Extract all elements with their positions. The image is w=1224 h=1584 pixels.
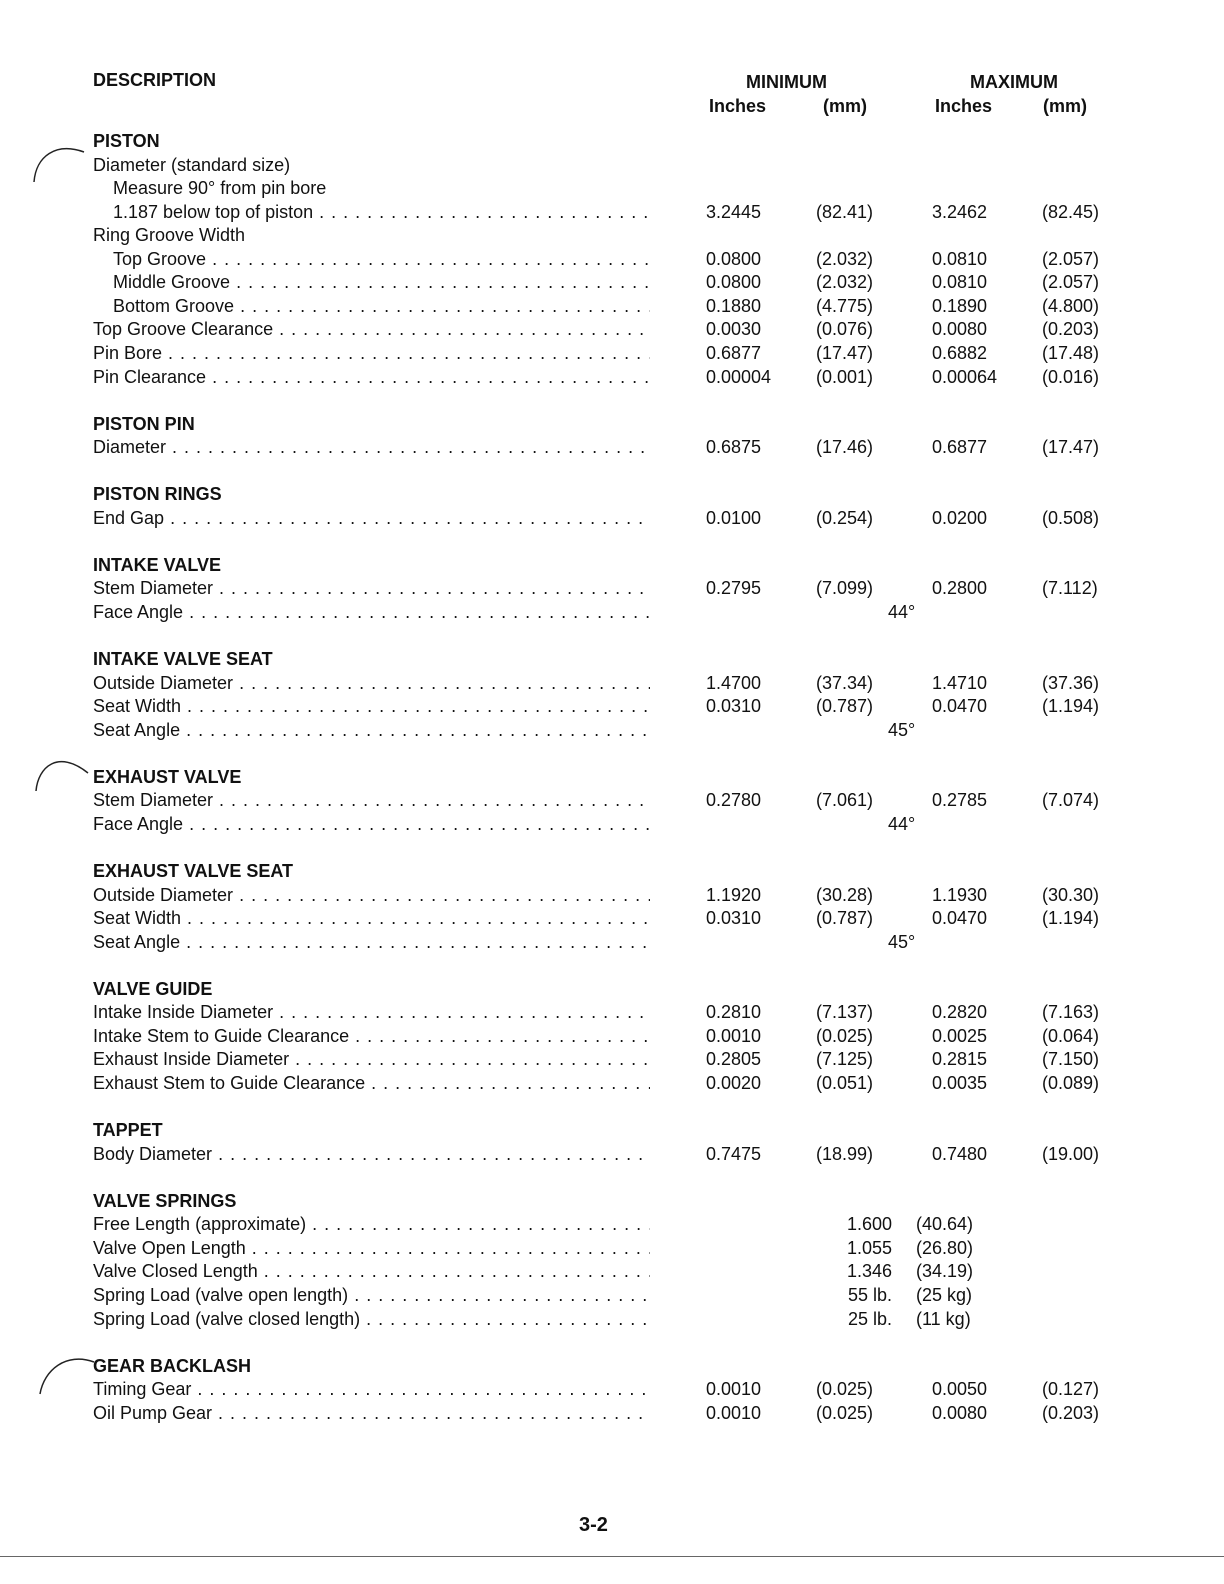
max-inches-value: 0.0470: [932, 908, 988, 929]
min-mm-value: (2.032): [816, 272, 874, 293]
max-mm-value: (2.057): [1042, 272, 1100, 293]
spec-label: Face Angle . . .: [93, 813, 650, 835]
max-inches-value: 0.0470: [932, 696, 988, 717]
section-heading: TAPPET: [93, 1120, 163, 1141]
spec-label: Seat Angle . . .: [93, 931, 650, 953]
min-inches-value: 0.0030: [706, 319, 762, 340]
max-inches-value: 0.00064: [932, 366, 998, 387]
page-bottom-rule: [0, 1556, 1224, 1557]
spec-label: Intake Stem to Guide Clearance . . .: [93, 1025, 650, 1047]
min-inches-value: 1.4700: [706, 672, 762, 693]
section-heading: VALVE SPRINGS: [93, 1190, 237, 1211]
min-inches-value: 0.7475: [706, 1143, 762, 1164]
max-inches-value: 0.7480: [932, 1143, 988, 1164]
punch-hole-mark: [26, 745, 96, 795]
max-inches-value: 0.0810: [932, 248, 988, 269]
spring-mm-value: (25 kg): [916, 1284, 973, 1305]
spring-mm-value: (34.19): [916, 1261, 974, 1282]
spring-mm-value: (40.64): [916, 1214, 974, 1235]
min-mm-value: (0.025): [816, 1402, 874, 1423]
spec-label: Spring Load (valve open length) . . .: [93, 1284, 650, 1306]
spec-label: Pin Bore . . .: [93, 342, 650, 364]
max-mm-value: (82.45): [1042, 201, 1100, 222]
min-mm-value: (0.025): [816, 1025, 874, 1046]
min-mm-value: (0.787): [816, 696, 874, 717]
maximum-header: MAXIMUM: [970, 72, 1058, 92]
section-heading: VALVE GUIDE: [93, 978, 213, 999]
min-inches-value: 3.2445: [706, 201, 762, 222]
section-heading: INTAKE VALVE: [93, 554, 222, 575]
min-inches-value: 0.2810: [706, 1002, 762, 1023]
max-inches-value: 0.0200: [932, 507, 988, 528]
angle-value: 44°: [888, 813, 916, 834]
min-inches-value: 1.1920: [706, 884, 762, 905]
max-mm-value: (37.36): [1042, 672, 1100, 693]
section-heading: PISTON PIN: [93, 413, 195, 434]
spec-label: 1.187 below top of piston . . .: [113, 201, 650, 223]
spring-inches-value: 1.055: [846, 1237, 892, 1258]
spring-mm-value: (11 kg): [916, 1308, 971, 1329]
spec-label: Timing Gear . . .: [93, 1378, 650, 1400]
min-inches-value: 0.0800: [706, 248, 762, 269]
min-inches-value: 0.0310: [706, 908, 762, 929]
max-mm-value: (17.47): [1042, 437, 1100, 458]
min-inches-value: 0.0010: [706, 1402, 762, 1423]
min-mm-value: (4.775): [816, 295, 874, 316]
min-inches-value: 0.0100: [706, 507, 762, 528]
spec-label: Bottom Groove . . .: [113, 295, 650, 317]
max-mm-value: (0.508): [1042, 507, 1100, 528]
min-mm-value: (37.34): [816, 672, 874, 693]
section-heading: EXHAUST VALVE: [93, 766, 242, 787]
min-inches-value: 0.0800: [706, 272, 762, 293]
max-inches-value: 0.1890: [932, 295, 988, 316]
min-inches-value: 0.0010: [706, 1025, 762, 1046]
spec-label: Stem Diameter . . .: [93, 789, 650, 811]
spec-label: Body Diameter . . .: [93, 1143, 650, 1165]
max-inches-value: 0.2815: [932, 1049, 988, 1070]
min-inches-value: 0.2780: [706, 790, 762, 811]
min-mm-value: (17.47): [816, 342, 874, 363]
min-inches-value: 0.2795: [706, 578, 762, 599]
min-mm-value: (7.125): [816, 1049, 874, 1070]
max-mm-value: (1.194): [1042, 696, 1100, 717]
max-mm-value: (0.064): [1042, 1025, 1100, 1046]
spec-label: Intake Inside Diameter . . .: [93, 1001, 650, 1023]
max-inches-value: 0.6882: [932, 342, 988, 363]
section-heading: PISTON RINGS: [93, 484, 222, 505]
spec-label: Valve Open Length . . .: [93, 1237, 650, 1259]
min-mm-value: (0.076): [816, 319, 874, 340]
max-mm-value: (0.203): [1042, 1402, 1100, 1423]
max-mm-value: (0.089): [1042, 1073, 1100, 1093]
spec-label: Pin Clearance . . .: [93, 366, 650, 388]
max-inches-header: Inches: [935, 96, 993, 116]
spring-inches-value: 1.600: [846, 1214, 892, 1235]
min-mm-value: (0.787): [816, 908, 874, 929]
spec-label: Exhaust Stem to Guide Clearance . . .: [93, 1072, 650, 1094]
min-mm-value: (7.099): [816, 578, 874, 599]
section-heading: PISTON: [93, 131, 160, 151]
punch-hole-mark: [26, 136, 86, 186]
min-mm-value: (0.051): [816, 1073, 874, 1093]
min-mm-value: (30.28): [816, 884, 874, 905]
section-heading: GEAR BACKLASH: [93, 1355, 252, 1376]
min-inches-value: 0.1880: [706, 295, 762, 316]
max-inches-value: 0.2785: [932, 790, 988, 811]
spec-label: Top Groove Clearance . . .: [93, 318, 650, 340]
spring-inches-value: 1.346: [846, 1261, 892, 1282]
spec-label: Seat Angle . . .: [93, 719, 650, 741]
spec-label: Free Length (approximate) . . .: [93, 1213, 650, 1235]
spec-label: Outside Diameter . . .: [93, 672, 650, 694]
max-inches-value: 0.0080: [932, 1402, 988, 1423]
max-mm-header: (mm): [1043, 96, 1087, 116]
max-inches-value: 1.4710: [932, 672, 988, 693]
min-inches-value: 0.0010: [706, 1379, 762, 1400]
min-inches-header: Inches: [709, 96, 767, 116]
max-mm-value: (30.30): [1042, 884, 1100, 905]
page-number: 3-2: [579, 1514, 608, 1536]
min-mm-value: (17.46): [816, 437, 874, 458]
min-inches-value: 0.2805: [706, 1049, 762, 1070]
max-mm-value: (1.194): [1042, 908, 1100, 929]
max-mm-value: (17.48): [1042, 342, 1100, 363]
spec-label: Middle Groove . . .: [113, 271, 650, 293]
max-mm-value: (7.074): [1042, 790, 1100, 811]
minimum-header: MINIMUM: [746, 72, 827, 92]
min-inches-value: 0.0020: [706, 1073, 762, 1093]
spring-inches-value: 25 lb.: [847, 1308, 892, 1329]
angle-value: 44°: [888, 602, 916, 622]
section-heading: INTAKE VALVE SEAT: [93, 649, 273, 670]
spec-label: Ring Groove Width: [93, 225, 246, 246]
max-inches-value: 0.2820: [932, 1002, 988, 1023]
max-inches-value: 0.6877: [932, 437, 988, 458]
min-inches-value: 0.0310: [706, 696, 762, 717]
min-mm-value: (0.254): [816, 507, 874, 528]
spec-label: Seat Width . . .: [93, 907, 650, 929]
min-mm-value: (0.001): [816, 366, 874, 387]
max-inches-value: 0.0810: [932, 272, 988, 293]
spec-label: Valve Closed Length . . .: [93, 1260, 650, 1282]
spec-label: Oil Pump Gear . . .: [93, 1402, 650, 1424]
spec-label: Diameter (standard size): [93, 154, 291, 175]
max-mm-value: (4.800): [1042, 295, 1100, 316]
spec-label: Seat Width . . .: [93, 695, 650, 717]
min-mm-value: (82.41): [816, 201, 874, 222]
max-inches-value: 0.2800: [932, 578, 988, 599]
max-mm-value: (7.150): [1042, 1049, 1100, 1070]
spec-label: Diameter . . .: [93, 436, 650, 458]
min-inches-value: 0.00004: [706, 366, 772, 387]
spec-label: Exhaust Inside Diameter . . .: [93, 1048, 650, 1070]
max-inches-value: 0.0080: [932, 319, 988, 340]
max-mm-value: (0.016): [1042, 366, 1100, 387]
max-inches-value: 3.2462: [932, 201, 988, 222]
max-inches-value: 0.0035: [932, 1073, 988, 1093]
max-inches-value: 1.1930: [932, 884, 988, 905]
min-mm-value: (18.99): [816, 1143, 874, 1164]
angle-value: 45°: [888, 719, 916, 740]
spec-label: Face Angle . . .: [93, 601, 650, 623]
spec-label: End Gap . . .: [93, 507, 650, 529]
spec-label: Spring Load (valve closed length) . . .: [93, 1308, 650, 1330]
spec-label: Measure 90° from pin bore: [113, 178, 327, 199]
spec-label: Top Groove . . .: [113, 248, 650, 270]
min-mm-header: (mm): [823, 96, 867, 116]
spec-label: Outside Diameter . . .: [93, 884, 650, 906]
section-heading: EXHAUST VALVE SEAT: [93, 861, 294, 882]
max-mm-value: (19.00): [1042, 1143, 1100, 1164]
min-mm-value: (7.061): [816, 790, 874, 811]
max-inches-value: 0.0050: [932, 1379, 988, 1400]
min-inches-value: 0.6875: [706, 437, 762, 458]
max-mm-value: (7.163): [1042, 1002, 1100, 1023]
spring-inches-value: 55 lb.: [847, 1284, 892, 1305]
spring-mm-value: (26.80): [916, 1237, 974, 1258]
spec-label: Stem Diameter . . .: [93, 577, 650, 599]
max-mm-value: (7.112): [1042, 578, 1098, 599]
description-header: DESCRIPTION: [93, 70, 217, 90]
max-inches-value: 0.0025: [932, 1025, 988, 1046]
min-inches-value: 0.6877: [706, 342, 762, 363]
min-mm-value: (7.137): [816, 1002, 874, 1023]
punch-hole-mark: [30, 1348, 100, 1398]
min-mm-value: (0.025): [816, 1379, 874, 1400]
max-mm-value: (2.057): [1042, 248, 1100, 269]
max-mm-value: (0.127): [1042, 1379, 1100, 1400]
angle-value: 45°: [888, 931, 916, 952]
min-mm-value: (2.032): [816, 248, 874, 269]
max-mm-value: (0.203): [1042, 319, 1100, 340]
